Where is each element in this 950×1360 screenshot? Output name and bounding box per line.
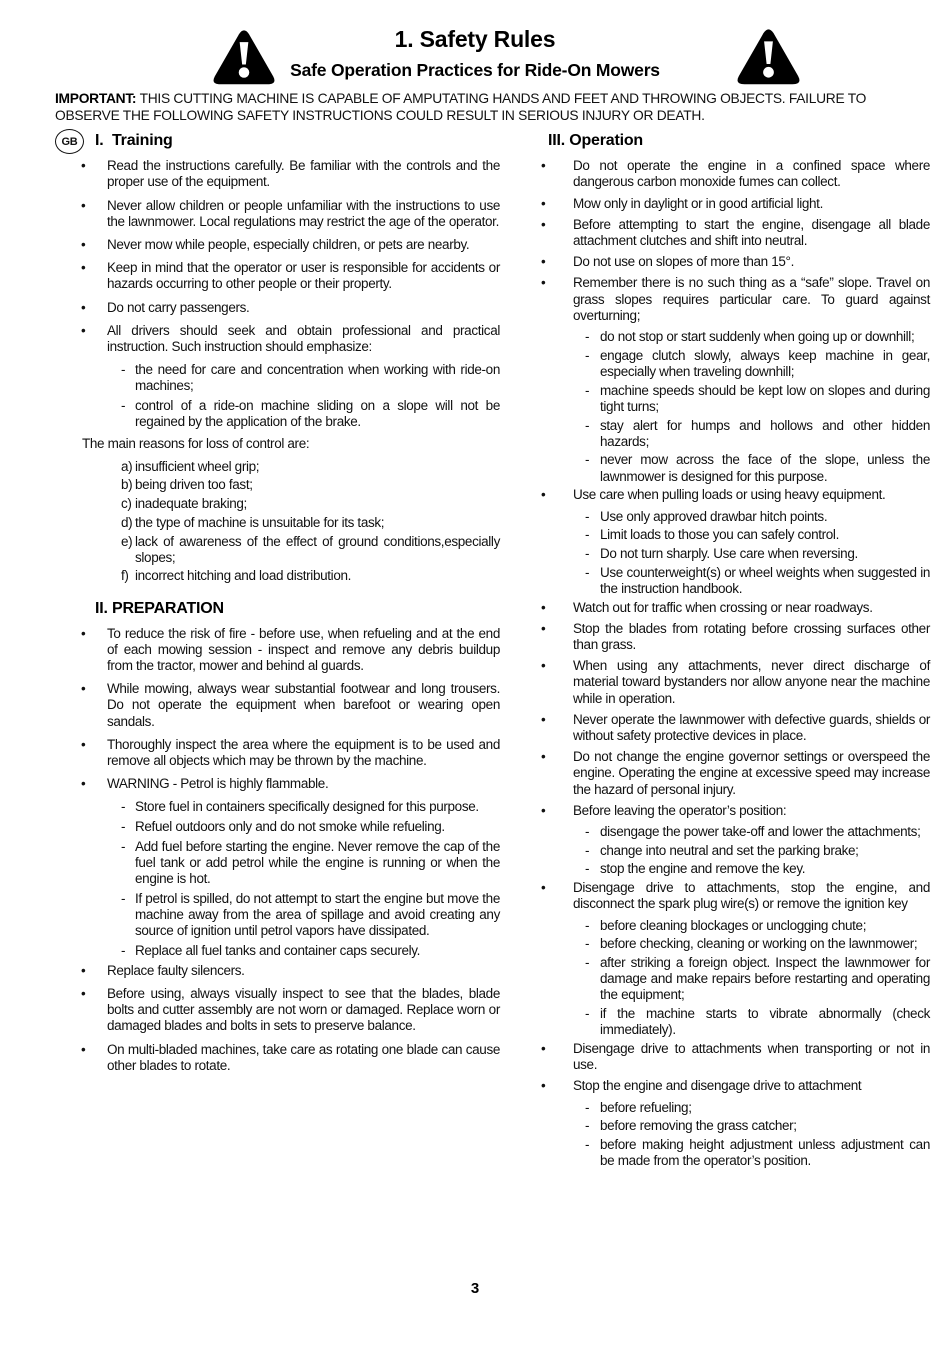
bullet-item: [540, 621, 930, 653]
sub-item: [55, 839, 500, 888]
bullet-marker: •: [541, 1040, 546, 1056]
dash-marker: -: [585, 329, 590, 345]
item-text: The main reasons for loss of control are:: [82, 435, 310, 451]
item-text: Store fuel in containers specifically designed for this purpose.: [135, 799, 479, 815]
item-text: inadequate braking;: [135, 496, 247, 512]
sub-item: [540, 918, 930, 934]
item-text: If petrol is spilled, do not attempt to start the engine but move the machine away from the area of spillage and avoid creating any source of ignition until petrol vapors have dissipated.: [135, 891, 500, 939]
item-text: stay alert for humps and hollows and other hidden hazards;: [600, 417, 930, 449]
bullet-item: [540, 158, 930, 190]
item-text: change into neutral and set the parking brake;: [600, 842, 859, 858]
item-text: Use only approved drawbar hitch points.: [600, 508, 828, 524]
item-text: the need for care and concentration when working with ride-on machines;: [135, 362, 500, 394]
item-text: lack of awareness of the effect of ground conditions,especially slopes;: [135, 533, 500, 565]
sub-item: [540, 565, 930, 597]
item-text: Before attempting to start the engine, disengage all blade attachment clutches and shift into neutral.: [573, 216, 930, 248]
sub-item: [540, 1137, 930, 1169]
item-text: stop the engine and remove the key.: [600, 861, 806, 877]
sub-item: [55, 398, 500, 430]
item-text: Disengage drive to attachments, stop the engine, and disconnect the spark plug wire(s) or remove the ignition key: [573, 880, 930, 912]
item-text: Limit loads to those you can safely control.: [600, 527, 839, 543]
dash-marker: -: [121, 819, 126, 835]
item-text: never mow across the face of the slope, unless the lawnmower is designed for this purpose.: [600, 452, 930, 484]
page-number: 3: [470, 1280, 480, 1297]
sub-item: [540, 329, 930, 345]
item-text: before refueling;: [600, 1099, 692, 1115]
sub-item: [55, 819, 500, 835]
item-text: Disengage drive to attachments when transporting or not in use.: [573, 1040, 930, 1073]
bullet-item: [540, 196, 930, 212]
lettered-item: [55, 459, 500, 475]
item-text: Mow only in daylight or in good artificial light.: [573, 195, 823, 211]
item-text: before cleaning blockages or unclogging chute;: [600, 917, 867, 933]
letter-marker: c): [121, 496, 132, 512]
sub-item: [540, 348, 930, 380]
dash-marker: -: [121, 398, 126, 414]
bullet-marker: •: [541, 658, 546, 674]
item-text: Do not use on slopes of more than 15°.: [573, 254, 794, 270]
item-text: Watch out for traffic when crossing or near roadways.: [573, 599, 873, 615]
bullet-marker: •: [81, 197, 86, 213]
bullet-item: [55, 237, 500, 253]
sub-item: [540, 824, 930, 840]
item-text: machine speeds should be kept low on slopes and during tight turns;: [600, 382, 930, 414]
letter-marker: b): [121, 477, 133, 493]
bullet-marker: •: [81, 299, 86, 315]
bullet-marker: •: [541, 1078, 546, 1094]
bullet-item: [55, 963, 500, 979]
bullet-marker: •: [541, 802, 546, 818]
bullet-item: [540, 658, 930, 707]
dash-marker: -: [585, 917, 590, 933]
lettered-item: [55, 496, 500, 512]
sub-item: [540, 955, 930, 1004]
bullet-item: [55, 260, 500, 292]
bullet-marker: •: [541, 195, 546, 211]
item-text: incorrect hitching and load distribution.: [135, 568, 352, 584]
bullet-item: [540, 712, 930, 744]
dash-marker: -: [121, 799, 126, 815]
item-text: before removing the grass catcher;: [600, 1118, 797, 1134]
sub-item: [55, 891, 500, 940]
item-text: Use counterweight(s) or wheel weights when suggested in the instruction handbook.: [600, 564, 930, 596]
item-text: disengage the power take-off and lower the attachments;: [600, 824, 921, 839]
bullet-item: [55, 198, 500, 230]
sub-item: [540, 509, 930, 525]
dash-marker: -: [121, 891, 126, 906]
dash-marker: -: [585, 564, 590, 580]
content-columns: [55, 132, 950, 1172]
bullet-marker: •: [81, 158, 86, 174]
sub-item: [540, 861, 930, 877]
paragraph: [55, 436, 500, 452]
page-subtitle: Safe Operation Practices for Ride-On Mowers: [290, 60, 660, 80]
bullet-marker: •: [541, 216, 546, 232]
sub-item: [540, 1100, 930, 1116]
sub-item: [540, 383, 930, 415]
item-text: Read the instructions carefully. Be familiar with the controls and the proper use of the equipment.: [107, 158, 500, 190]
dash-marker: -: [121, 838, 126, 854]
bullet-marker: •: [81, 736, 86, 752]
bullet-item: [540, 1078, 930, 1094]
bullet-item: [55, 626, 500, 675]
letter-marker: e): [121, 533, 133, 549]
item-text: Remember there is no such thing as a “safe” slope. Travel on grass slopes requires particular care. To guard against overturning;: [573, 275, 930, 323]
sub-item: [540, 936, 930, 952]
lettered-item: [55, 477, 500, 493]
bullet-marker: •: [81, 625, 86, 641]
item-text: Stop the engine and disengage drive to attachment: [573, 1078, 862, 1094]
item-text: While mowing, always wear substantial footwear and long trousers. Do not operate the equipment when barefoot or wearing open sandals.: [107, 681, 500, 729]
item-text: Keep in mind that the operator or user is responsible for accidents or hazards occurring to other people or their property.: [107, 260, 500, 292]
bullet-item: [55, 737, 500, 769]
dash-marker: -: [585, 954, 590, 970]
item-text: if the machine starts to vibrate abnormally (check immediately).: [600, 1006, 930, 1038]
sub-item: [540, 843, 930, 859]
item-text: after striking a foreign object. Inspect the lawnmower for damage and make repairs before restarting and operating the equipment;: [600, 954, 930, 1003]
bullet-marker: •: [81, 1041, 86, 1057]
bullet-item: [540, 803, 930, 819]
section-heading: III. Operation: [548, 132, 643, 150]
item-text: the type of machine is unsuitable for its task;: [135, 514, 385, 530]
item-text: Add fuel before starting the engine. Never remove the cap of the fuel tank or add petrol while the engine is running or when the engine is hot.: [135, 838, 500, 887]
dash-marker: -: [585, 824, 590, 839]
item-text: Thoroughly inspect the area where the equipment is to be used and remove all objects which may be thrown by the machine.: [107, 736, 500, 769]
dash-marker: -: [585, 1099, 590, 1115]
item-text: Do not carry passengers.: [107, 299, 250, 315]
dash-marker: -: [121, 362, 126, 378]
important-label: IMPORTANT:: [55, 91, 137, 106]
bullet-item: [540, 254, 930, 270]
bullet-item: [55, 323, 500, 355]
bullet-marker: •: [81, 962, 86, 978]
item-text: Do not turn sharply. Use care when reversing.: [600, 545, 858, 561]
bullet-marker: •: [541, 749, 546, 765]
bullet-marker: •: [541, 620, 546, 636]
right-column: [540, 132, 930, 1172]
letter-marker: f): [121, 568, 129, 584]
dash-marker: -: [585, 452, 590, 468]
dash-marker: -: [585, 545, 590, 561]
bullet-item: [55, 986, 500, 1035]
bullet-marker: •: [81, 776, 86, 792]
item-text: control of a ride-on machine sliding on a slope will not be regained by the application of the brake.: [135, 398, 500, 430]
bullet-marker: •: [541, 599, 546, 615]
warning-triangle-icon: [213, 27, 275, 92]
dash-marker: -: [585, 1136, 590, 1152]
bullet-item: [540, 217, 930, 249]
bullet-marker: •: [541, 275, 546, 291]
sub-item: [540, 1006, 930, 1038]
important-notice: [55, 91, 924, 124]
item-text: Use care when pulling loads or using heavy equipment.: [573, 487, 886, 503]
item-text: Do not change the engine governor settings or overspeed the engine. Operating the engine at excessive speed may increase the hazard of personal injury.: [573, 749, 930, 797]
bullet-item: [55, 1042, 500, 1074]
item-text: Before using, always visually inspect to see that the blades, blade bolts and cutter assembly are not worn or damaged. Replace worn or damaged blades and bolts in sets to preserve balance.: [107, 986, 500, 1034]
bullet-item: [540, 487, 930, 503]
item-text: engage clutch slowly, always keep machine in gear, especially when traveling downhill;: [600, 347, 930, 379]
lettered-item: [55, 515, 500, 531]
item-text: Never allow children or people unfamiliar with the instructions to use the lawnmower. Local regulations may restrict the age of the operator.: [107, 197, 500, 229]
item-text: before checking, cleaning or working on the lawnmower;: [600, 936, 918, 952]
bullet-item: [55, 300, 500, 316]
dash-marker: -: [585, 382, 590, 398]
dash-marker: -: [585, 508, 590, 524]
bullet-marker: •: [541, 158, 546, 174]
bullet-item: [540, 275, 930, 324]
section-heading: I. Training: [95, 132, 173, 150]
letter-marker: d): [121, 514, 133, 530]
bullet-item: [540, 600, 930, 616]
item-text: before making height adjustment unless adjustment can be made from the operator’s position.: [600, 1136, 930, 1169]
dash-marker: -: [585, 417, 590, 433]
bullet-marker: •: [541, 711, 546, 727]
dash-marker: -: [585, 936, 590, 952]
section-header: [55, 132, 500, 150]
page-title: 1. Safety Rules: [394, 26, 556, 52]
item-text: On multi-bladed machines, take care as rotating one blade can cause other blades to rotate.: [107, 1041, 500, 1073]
item-text: Never operate the lawnmower with defective guards, shields or without safety protective devices in place.: [573, 711, 930, 743]
item-text: When using any attachments, never direct discharge of material toward bystanders nor allow anyone near the machine while in operation.: [573, 658, 930, 706]
dash-marker: -: [585, 861, 590, 877]
sub-item: [540, 527, 930, 543]
bullet-marker: •: [541, 880, 546, 896]
item-text: To reduce the risk of fire - before use, when refueling and at the end of each mowing session - inspect and remove any debris buildup from the tractor, mower and behind al guards.: [107, 625, 500, 674]
item-text: do not stop or start suddenly when going up or downhill;: [600, 329, 915, 345]
bullet-item: [55, 158, 500, 190]
item-text: Never mow while people, especially children, or pets are nearby.: [107, 237, 470, 252]
page-footer: [0, 1280, 950, 1297]
section-header: [540, 132, 930, 150]
dash-marker: -: [585, 1118, 590, 1134]
left-column: [55, 132, 500, 1172]
dash-marker: -: [121, 943, 126, 959]
item-text: WARNING - Petrol is highly flammable.: [107, 776, 329, 792]
letter-marker: a): [121, 458, 133, 474]
bullet-item: [55, 776, 500, 792]
important-text: THIS CUTTING MACHINE IS CAPABLE OF AMPUTATING HANDS AND FEET AND THROWING OBJECTS. FAILURE TO OBSERVE THE FOLLOWING SAFETY INSTRUCTIONS COULD RESULT IN SERIOUS INJURY OR DEATH.: [55, 91, 867, 123]
item-text: being driven too fast;: [135, 477, 253, 493]
locale-badge-gb: GB: [55, 129, 84, 154]
item-text: Stop the blades from rotating before crossing surfaces other than grass.: [573, 620, 930, 652]
item-text: insufficient wheel grip;: [135, 458, 260, 474]
item-text: Refuel outdoors only and do not smoke while refueling.: [135, 819, 445, 835]
bullet-item: [540, 749, 930, 798]
sub-item: [55, 943, 500, 959]
bullet-item: [540, 880, 930, 912]
section-heading: II. PREPARATION: [95, 599, 224, 617]
sub-item: [540, 1118, 930, 1134]
warning-triangle-icon: [737, 26, 800, 92]
sub-item: [540, 452, 930, 484]
sub-item: [540, 546, 930, 562]
lettered-item: [55, 534, 500, 566]
item-text: Do not operate the engine in a confined space where dangerous carbon monoxide fumes can collect.: [573, 158, 930, 190]
bullet-marker: •: [81, 681, 86, 697]
bullet-marker: •: [81, 237, 86, 252]
dash-marker: -: [585, 347, 590, 363]
bullet-marker: •: [541, 487, 546, 503]
page-header: [0, 0, 950, 124]
sub-item: [540, 418, 930, 450]
dash-marker: -: [585, 842, 590, 858]
sub-item: [55, 362, 500, 394]
bullet-marker: •: [81, 322, 86, 338]
item-text: All drivers should seek and obtain professional and practical instruction. Such instruction should emphasize:: [107, 322, 500, 355]
dash-marker: -: [585, 527, 590, 543]
item-text: Replace all fuel tanks and container caps securely.: [135, 943, 421, 959]
bullet-marker: •: [81, 260, 86, 276]
item-text: Before leaving the operator’s position:: [573, 802, 787, 818]
bullet-marker: •: [81, 986, 86, 1002]
bullet-marker: •: [541, 254, 546, 270]
bullet-item: [540, 1041, 930, 1073]
item-text: Replace faulty silencers.: [107, 962, 245, 978]
bullet-item: [55, 681, 500, 730]
section-header: [55, 600, 500, 618]
sub-item: [55, 799, 500, 815]
lettered-item: [55, 568, 500, 584]
dash-marker: -: [585, 1006, 590, 1022]
